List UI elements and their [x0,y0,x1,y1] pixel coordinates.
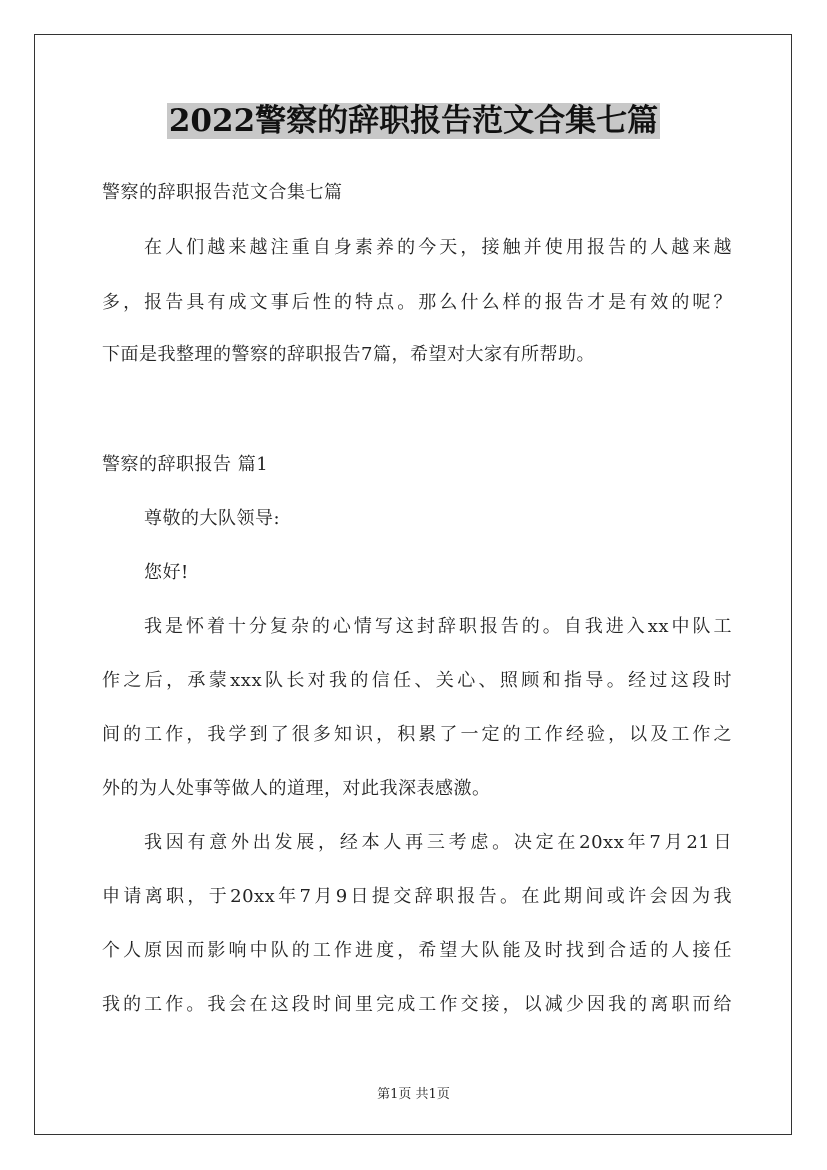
document-title-text: 2022警察的辞职报告范文合集七篇 [168,103,659,139]
intro-line-3: 下面是我整理的警察的辞职报告7篇，希望对大家有所帮助。 [102,344,595,365]
paragraph1-line-2: 作之后，承蒙xxx队长对我的信任、关心、照顾和指导。经过这段时 [102,670,732,691]
paragraph1-line-1: 我是怀着十分复杂的心情写这封辞职报告的。自我进入xx中队工 [144,616,732,637]
document-subtitle: 警察的辞职报告范文合集七篇 [102,182,343,203]
paragraph2-line-2: 申请离职，于20xx年7月9日提交辞职报告。在此期间或许会因为我 [102,886,732,907]
paragraph1-line-3: 间的工作，我学到了很多知识，积累了一定的工作经验，以及工作之 [102,724,732,745]
paragraph2-line-3: 个人原因而影响中队的工作进度，希望大队能及时找到合适的人接任 [102,940,732,961]
salutation: 尊敬的大队领导: [144,508,281,529]
page-footer: 第1页 共1页 [377,1087,450,1102]
section-heading: 警察的辞职报告 篇1 [102,454,269,475]
paragraph2-line-4: 我的工作。我会在这段时间里完成工作交接，以减少因我的离职而给 [102,994,732,1015]
paragraph1-line-4: 外的为人处事等做人的道理，对此我深表感激。 [102,778,491,799]
paragraph2-line-1: 我因有意外出发展，经本人再三考虑。决定在20xx年7月21日 [144,832,732,853]
greeting: 您好! [144,562,189,583]
document-title [0,98,827,144]
intro-line-2: 多，报告具有成文事后性的特点。那么什么样的报告才是有效的呢？ [102,292,732,313]
intro-line-1: 在人们越来越注重自身素养的今天，接触并使用报告的人越来越 [144,237,732,258]
